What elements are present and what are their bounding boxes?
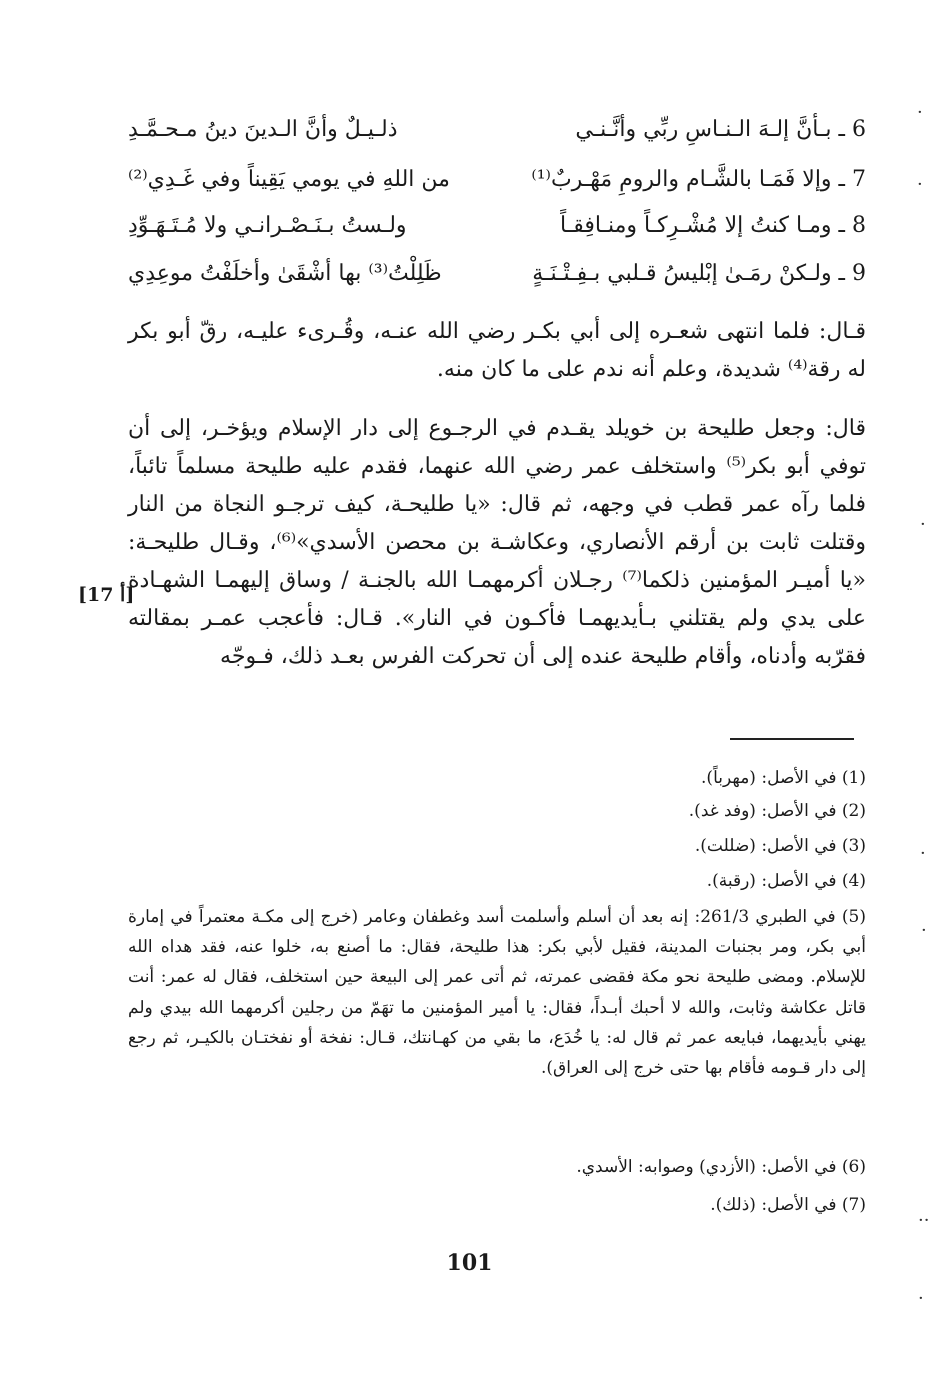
footnote: (5) في الطبري 261/3: إنه بعد أن أسلم وأسلمت أسد وغطفان وعامر (خرج إلى مكـة معتمراً في إمارة أبي بكر، ومر بجنبات المدينة، فقيل لأبي بكر: هذا طليحة، فقال: ما أصنع به، خلوا عنه، فقد هداه الله للإسلام. ومضى طليحة نحو مكة فقضى عمرته، ثم أتى عمر إلى البيعة حين استخلف، فقال له عمر: أنت قاتل عكاشة وثابت، والله لا أحبك أبـداً، فقال: يا أمير المؤمنين ما تهَمّ من رجلين أكرمهما الله بيدي ولم يهني بأيديهما، فبايعه عمر ثم قال له: يا خُدَع، ما بقي من كهـانتك، قـال: نفخة أو نفختـان بالكيـر، ثم رجع إلى دار قـومه فأقام بها حتى خرج إلى العراق). bbox=[128, 907, 866, 1079]
poem-verse-8 bbox=[128, 206, 866, 246]
poem-verse-7 bbox=[128, 160, 866, 200]
scan-speck: · bbox=[920, 514, 926, 535]
verse-first-hemistich: 6 ـ بـأنَّ إلـهَ الـنـاسِ ربِّي وأنَّـنـي bbox=[575, 117, 866, 142]
footnote: (1) في الأصل: (مهرباً). bbox=[701, 768, 866, 788]
scan-speck: · bbox=[921, 920, 927, 941]
scan-speck: · bbox=[920, 843, 926, 864]
footnote: (7) في الأصل: (ذلك). bbox=[710, 1195, 866, 1215]
paragraph: قـال: فلما انتهى شعـره إلى أبي بكـر رضي الله عنـه، وقُـرىء عليـه، رقّ أبو بكر له رقة⁽⁴⁾ شديدة، وعلم أنه ندم على ما كان منه. bbox=[128, 319, 866, 382]
verse-second-hemistich: من اللهِ في يومي يَقِيناً وفي غَـدِي⁽²⁾ bbox=[128, 167, 450, 192]
paragraph: قال: وجعل طليحة بن خويلد يقـدم في الرجـوع إلى دار الإسلام ويؤخـر، إلى أن توفي أبو بكر⁽⁵⁾ واستخلف عمر رضي الله عنهما، فقدم عليه طليحة مسلماً تائباً، فلما رآه عمر قطب في وجهه، ثم قال: «يا طليحـة، كيف ترجـو النجاة من النار وقتلت ثابت بن أرقم الأنصاري، وعكاشـة بن محصن الأسدي»⁽⁶⁾، وقـال طليحـة: «يا أميـر المؤمنين ذلكما⁽⁷⁾ رجـلان أكرمهمـا الله بالجنـة / وساق إليهمـا الشهـادة على يدي ولم يقتلني بـأيديهمـا فأكـون في النار». قـال: فأعجب عمـر بمقالته فقرّبه وأدناه، وأقام طليحة عنده إلى أن تحركت الفرس بعـد ذلك، فـوجّه bbox=[128, 416, 867, 669]
page-number: 101 bbox=[446, 1250, 493, 1276]
verse-first-hemistich: 7 ـ وإلا فَمَـا بالشَّـام والرومِ مَهْـربٌ⁽¹⁾ bbox=[531, 167, 866, 192]
scan-speck: · bbox=[917, 102, 923, 123]
poem-verse-9 bbox=[128, 254, 866, 294]
footnote: (4) في الأصل: (رقبة). bbox=[706, 871, 866, 891]
scan-speck: · bbox=[918, 1288, 924, 1309]
verse-first-hemistich: 8 ـ ومـا كنتُ إلا مُشْـرِكـاً ومنـافِقـاً bbox=[560, 213, 866, 238]
footnote-separator bbox=[730, 738, 854, 740]
verse-second-hemistich: ظَلِلْتُ⁽³⁾ بها أشْقَىٰ وأخلَفْتُ موعِدِي bbox=[128, 261, 442, 286]
scan-speck: ·· bbox=[918, 1210, 930, 1231]
verse-second-hemistich: ولـستُ بـنَـصْـرانـي ولا مُـتَـهَـوِّدِ bbox=[128, 213, 407, 238]
manuscript-folio-marker: [17 أ] bbox=[78, 584, 135, 606]
verse-second-hemistich: ذلـيـلٌ وأنَّ الـدينَ دينُ مـحـمَّـدِ bbox=[128, 117, 398, 142]
footnote: (3) في الأصل: (ضللت). bbox=[694, 836, 866, 856]
poem-verse-6 bbox=[128, 110, 866, 150]
scan-speck: · bbox=[917, 174, 923, 195]
verse-first-hemistich: 9 ـ ولـكنْ رمَـىٰ إبْليسُ قـلبي بـفِـتْـنَـةٍ bbox=[532, 261, 866, 286]
footnote: (6) في الأصل: (الأزدي) وصوابه: الأسدي. bbox=[576, 1157, 866, 1177]
footnote: (2) في الأصل: (وفد غد). bbox=[688, 801, 866, 821]
